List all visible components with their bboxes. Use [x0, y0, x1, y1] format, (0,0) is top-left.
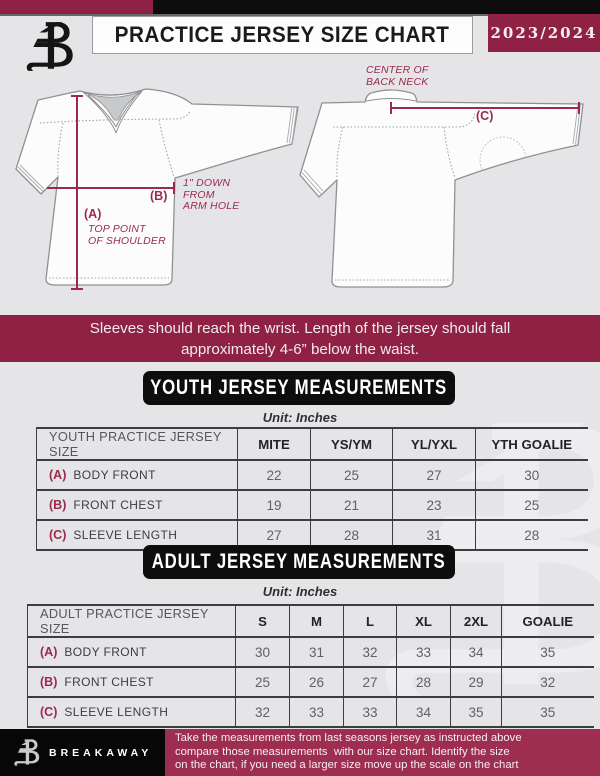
brand-name: BREAKAWAY — [49, 746, 153, 759]
size-value-cell: 19 — [238, 490, 311, 520]
back-jersey-diagram — [295, 87, 585, 292]
note-center-of-back-neck: CENTER OF BACK NECK — [366, 64, 429, 88]
table-row — [28, 637, 594, 667]
column-header-s: S — [236, 605, 290, 637]
fit-notice-banner — [0, 315, 600, 362]
row-name: FRONT CHEST — [73, 498, 163, 512]
row-name: BODY FRONT — [64, 645, 147, 659]
column-header-yth-goalie: YTH GOALIE — [476, 428, 588, 460]
size-value-cell: 34 — [451, 637, 502, 667]
column-header-ys-ym: YS/YM — [311, 428, 393, 460]
column-header-xl: XL — [397, 605, 451, 637]
table-row — [37, 490, 588, 520]
footer — [0, 729, 600, 776]
season-label: 2023/2024 — [490, 24, 598, 42]
size-value-cell: 31 — [393, 520, 476, 550]
row-label-cell — [28, 637, 236, 667]
marker-c-label: (C) — [476, 109, 494, 123]
size-value-cell: 33 — [344, 697, 397, 727]
size-value-cell: 26 — [290, 667, 344, 697]
row-label-cell — [37, 460, 238, 490]
column-header-goalie: GOALIE — [502, 605, 594, 637]
size-value-cell: 35 — [502, 697, 594, 727]
row-marker: (A) — [40, 645, 58, 659]
fit-notice-line1: Sleeves should reach the wrist. Length of the jersey should fall — [89, 319, 511, 337]
youth-unit-label: Unit: Inches — [262, 410, 338, 425]
size-value-cell: 35 — [502, 637, 594, 667]
size-value-cell: 28 — [311, 520, 393, 550]
column-header-yl-yxl: YL/YXL — [393, 428, 476, 460]
size-value-cell: 22 — [238, 460, 311, 490]
size-value-cell: 32 — [236, 697, 290, 727]
row-name: SLEEVE LENGTH — [64, 705, 169, 719]
row-name: FRONT CHEST — [64, 675, 154, 689]
note-one-inch-down: 1" DOWN FROM ARM HOLE — [183, 177, 240, 212]
size-value-cell: 30 — [476, 460, 588, 490]
marker-b-label: (B) — [150, 189, 168, 203]
table-row — [37, 460, 588, 490]
row-marker: (B) — [40, 675, 58, 689]
size-value-cell: 31 — [290, 637, 344, 667]
youth-header-row — [37, 428, 588, 460]
youth-size-table — [36, 427, 588, 551]
title-bar — [92, 16, 473, 54]
youth-banner-label: YOUTH JERSEY MEASUREMENTS — [150, 376, 448, 399]
breakaway-b-logo-icon — [26, 18, 78, 75]
footer-instruction-line: compare those measurements with our size chart. Identify the size — [175, 745, 510, 758]
youth-section-banner — [143, 371, 455, 405]
column-header-mite: MITE — [238, 428, 311, 460]
size-value-cell: 28 — [397, 667, 451, 697]
column-header-m: M — [290, 605, 344, 637]
breakaway-b-logo-small-icon — [14, 737, 42, 768]
row-label-cell — [37, 490, 238, 520]
size-value-cell: 28 — [476, 520, 588, 550]
size-value-cell: 27 — [393, 460, 476, 490]
size-value-cell: 32 — [344, 637, 397, 667]
footer-instructions — [165, 729, 600, 776]
size-value-cell: 32 — [502, 667, 594, 697]
row-name: BODY FRONT — [73, 468, 156, 482]
size-value-cell: 35 — [451, 697, 502, 727]
column-header-2xl: 2XL — [451, 605, 502, 637]
page-title: PRACTICE JERSEY SIZE CHART — [115, 22, 450, 47]
row-marker: (A) — [49, 468, 67, 482]
footer-instruction-line: on the chart, if you need a larger size move up the scale on the chart — [175, 759, 519, 772]
adult-size-table — [27, 604, 594, 728]
season-badge — [488, 14, 600, 52]
marker-a-label: (A) — [84, 207, 102, 221]
adult-banner-label: ADULT JERSEY MEASUREMENTS — [152, 550, 446, 573]
adult-header-row — [28, 605, 594, 637]
adult-unit-label: Unit: Inches — [262, 584, 338, 599]
size-value-cell: 33 — [290, 697, 344, 727]
size-value-cell: 23 — [393, 490, 476, 520]
size-value-cell: 25 — [236, 667, 290, 697]
row-label-cell — [28, 697, 236, 727]
row-label-cell — [28, 667, 236, 697]
column-header-l: L — [344, 605, 397, 637]
row-name: SLEEVE LENGTH — [73, 528, 178, 542]
footer-brand-block — [0, 729, 165, 776]
row-marker: (B) — [49, 498, 67, 512]
size-value-cell: 34 — [397, 697, 451, 727]
adult-size-header-cell: ADULT PRACTICE JERSEY SIZE — [28, 605, 236, 637]
note-top-point-of-shoulder: TOP POINT OF SHOULDER — [88, 223, 166, 247]
fit-notice-line2: approximately 4-6” below the waist. — [180, 340, 420, 358]
youth-size-header-cell: YOUTH PRACTICE JERSEY SIZE — [37, 428, 238, 460]
size-value-cell: 33 — [397, 637, 451, 667]
size-value-cell: 30 — [236, 637, 290, 667]
size-value-cell: 29 — [451, 667, 502, 697]
row-marker: (C) — [49, 528, 67, 542]
table-row — [28, 697, 594, 727]
size-value-cell: 27 — [344, 667, 397, 697]
row-marker: (C) — [40, 705, 58, 719]
top-strip-maroon — [0, 0, 153, 14]
size-value-cell: 21 — [311, 490, 393, 520]
table-row — [28, 667, 594, 697]
footer-instruction-line: Take the measurements from last seasons jersey as instructed above — [175, 732, 522, 745]
size-value-cell: 25 — [311, 460, 393, 490]
size-value-cell: 25 — [476, 490, 588, 520]
size-value-cell: 27 — [238, 520, 311, 550]
adult-section-banner — [143, 545, 455, 579]
